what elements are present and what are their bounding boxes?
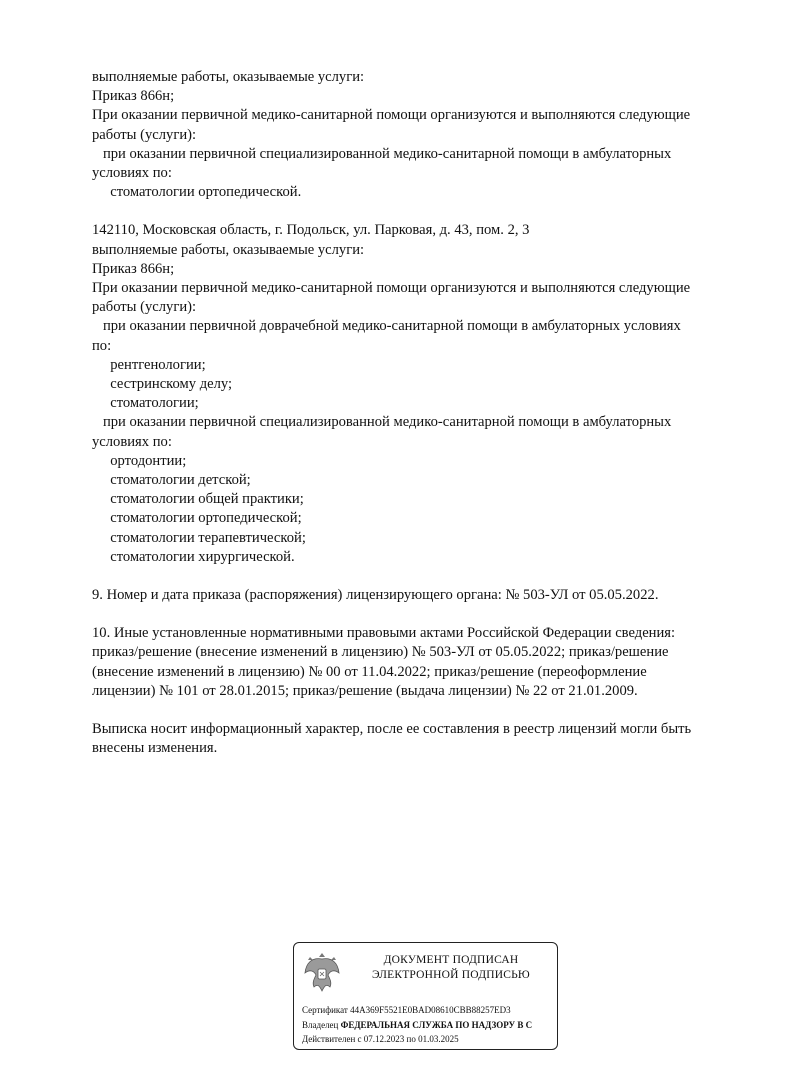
text-line: стоматологии терапевтической; [92, 529, 306, 546]
text-line: работы (услуги): [92, 126, 197, 143]
paragraph-gap [92, 605, 752, 624]
validity-row [302, 1032, 532, 1047]
text-line: 9. Номер и дата приказа (распоряжения) лицензирующего органа: № 503-УЛ от 05.05.2022. [92, 587, 659, 604]
text-line: стоматологии общей практики; [92, 491, 304, 508]
text-line: условиях по: [92, 165, 172, 182]
stamp-title [356, 953, 546, 983]
text-line: внесены изменения. [92, 740, 218, 757]
stamp-details [302, 1003, 532, 1047]
paragraph-gap [92, 701, 752, 720]
text-line: рентгенологии; [92, 356, 206, 373]
validity-value: с 07.12.2023 по 01.03.2025 [357, 1034, 459, 1044]
electronic-signature-stamp [293, 942, 558, 1050]
owner-label: Владелец [302, 1019, 339, 1030]
text-line: выполняемые работы, оказываемые услуги: [92, 69, 365, 85]
text-line: выполняемые работы, оказываемые услуги: [92, 241, 365, 258]
certificate-value: 44A369F5521E0BAD08610CBB88257ED3 [350, 1005, 511, 1015]
text-line: (внесение изменений в лицензию) № 00 от 11.04.2022; приказ/решение (переоформление [92, 663, 647, 680]
paragraph-gap [92, 567, 752, 586]
text-line: ортодонтии; [92, 452, 187, 469]
validity-label: Действителен [302, 1034, 356, 1044]
text-line: Приказ 866н; [92, 260, 175, 277]
text-line: 142110, Московская область, г. Подольск, ул. Парковая, д. 43, пом. 2, 3 [92, 222, 530, 239]
certificate-row [302, 1003, 532, 1018]
text-line: стоматологии ортопедической. [92, 184, 302, 201]
owner-value: ФЕДЕРАЛЬНАЯ СЛУЖБА ПО НАДЗОРУ В С [340, 1019, 533, 1030]
text-line: стоматологии хирургической. [92, 548, 295, 565]
text-line: Выписка носит информационный характер, после ее составления в реестр лицензий могли быть [92, 721, 692, 738]
text-line: Приказ 866н; [92, 88, 175, 105]
stamp-title-line-1: ДОКУМЕНТ ПОДПИСАН [383, 954, 519, 966]
text-line: условиях по: [92, 433, 172, 450]
text-line: работы (услуги): [92, 299, 197, 316]
owner-row [302, 1018, 532, 1033]
stamp-title-line-2: ЭЛЕКТРОННОЙ ПОДПИСЬЮ [372, 969, 530, 981]
text-line: при оказании первичной специализированной медико-санитарной помощи в амбулаторных [92, 145, 672, 162]
text-line: При оказании первичной медико-санитарной помощи организуются и выполняются следующие [92, 280, 691, 297]
text-line: при оказании первичной доврачебной медико-санитарной помощи в амбулаторных условиях [92, 318, 681, 335]
paragraph-gap [92, 202, 752, 221]
document-body [92, 68, 752, 759]
text-line: 10. Иные установленные нормативными правовыми актами Российской Федерации сведения: [92, 625, 676, 642]
certificate-label: Сертификат [302, 1005, 348, 1015]
coat-of-arms-icon [302, 949, 342, 993]
text-line: по: [92, 337, 112, 354]
text-line: При оказании первичной медико-санитарной помощи организуются и выполняются следующие [92, 107, 691, 124]
text-line: приказ/решение (внесение изменений в лицензию) № 503-УЛ от 05.05.2022; приказ/решение [92, 644, 669, 661]
text-line: стоматологии детской; [92, 472, 251, 489]
text-line: стоматологии ортопедической; [92, 510, 302, 527]
text-line: стоматологии; [92, 395, 199, 412]
text-line: при оказании первичной специализированной медико-санитарной помощи в амбулаторных [92, 414, 672, 431]
text-line: лицензии) № 101 от 28.01.2015; приказ/решение (выдача лицензии) № 22 от 21.01.2009. [92, 682, 638, 699]
text-line: сестринскому делу; [92, 376, 233, 393]
